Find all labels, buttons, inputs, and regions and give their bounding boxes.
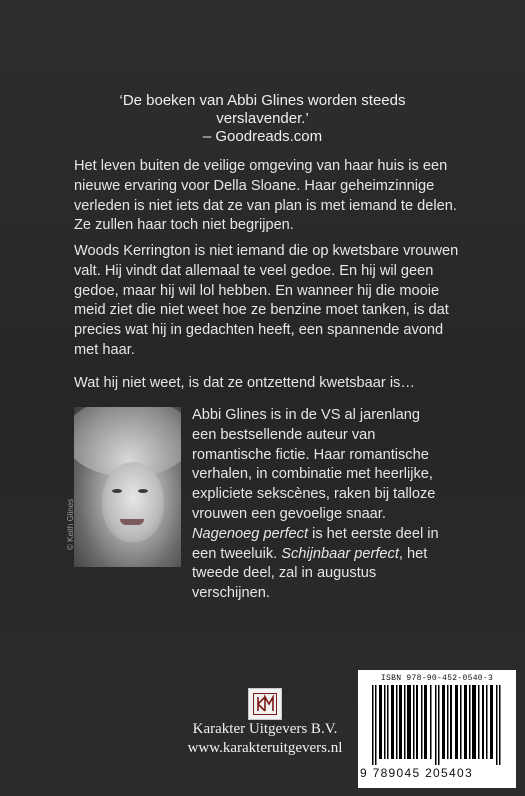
bio-text-1: Abbi Glines is in de VS al jarenlang een bestsellende auteur van romantische fictie. Haar romantische verhalen, in combinatie met heerlijke, expliciete sekscènes, raken bij talloze vrouwen een gevoelige snaar. [192, 407, 436, 522]
blurb-paragraph-2: Woods Kerrington is niet iemand die op kwetsbare vrouwen valt. Hij vindt dat allemaal te veel gedoe. En hij wil geen gedoe, maar hij wil lol hebben. En wanneer hij die mooie meid ziet die niet weet hoe ze benzine moet tanken, is dat precies wat hij in gedachten heeft, een spannende avond met haar. [74, 243, 459, 358]
isbn-label: ISBN 978-90-452-0540-3 [380, 674, 494, 683]
blurb-paragraph-1: Het leven buiten de veilige omgeving van haar huis is een nieuwe ervaring voor Della Sloane. Haar geheimzinnige verleden is niet iets dat ze van plan is met iemand te delen. Ze zullen haar toch niet begrijpen. [74, 158, 457, 234]
author-bio [192, 406, 442, 604]
review-quote [100, 92, 425, 146]
barcode-digits: 9 789045 205403 [360, 766, 473, 780]
barcode [358, 670, 516, 788]
km-monogram-icon [248, 688, 282, 720]
quote-line-2: verslavender.’ [216, 110, 309, 127]
publisher-block [185, 720, 345, 758]
photo-credit: © Keith Glines [66, 498, 75, 550]
blurb-paragraph-3: Wat hij niet weet, is dat ze ontzettend kwetsbaar is… [74, 375, 415, 391]
publisher-website: www.karakteruitgevers.nl [187, 740, 343, 756]
quote-source: – Goodreads.com [202, 128, 323, 145]
author-photo [74, 407, 181, 567]
bio-text-3: , het tweede deel, zal in augustus verschijnen. [192, 545, 428, 602]
bio-title-2: Schijnbaar perfect [281, 545, 399, 562]
bio-text-2: is het eerste deel in een tweeluik. [192, 525, 439, 562]
bio-title-1: Nagenoeg perfect [192, 525, 309, 542]
quote-line-1: ‘De boeken van Abbi Glines worden steeds [119, 92, 406, 109]
barcode-bars [372, 685, 504, 765]
publisher-name: Karakter Uitgevers B.V. [192, 721, 338, 737]
